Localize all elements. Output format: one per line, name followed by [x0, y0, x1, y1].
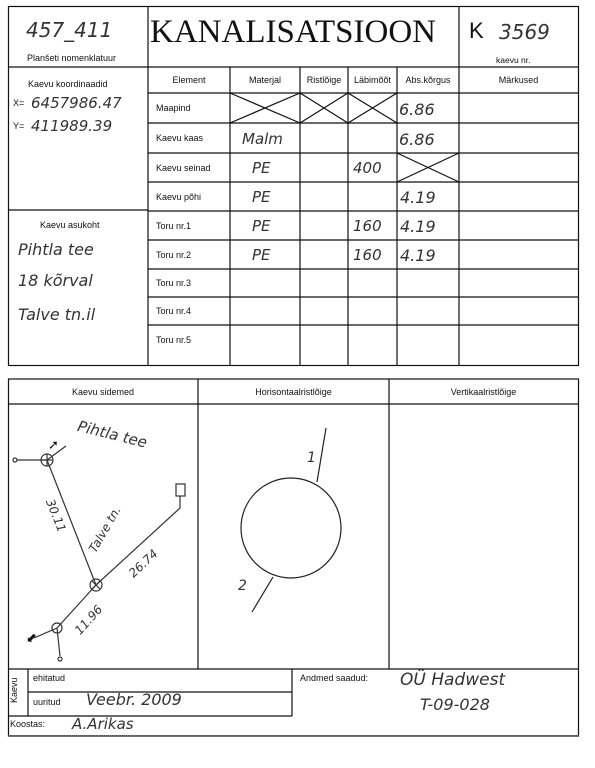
pipe-1-label: 1: [307, 450, 316, 466]
row-element: Kaevu kaas: [156, 133, 204, 143]
footer-dotted-line: [8, 735, 579, 736]
side-street-name: Talve tn.: [86, 503, 124, 555]
header-cross-section: Ristlõige: [306, 75, 342, 85]
y-coordinate: 411989.39: [31, 117, 113, 135]
well-number: 3569: [499, 20, 550, 44]
header-diameter: Läbimõõt: [353, 75, 392, 85]
distance-label: 30.11: [43, 497, 69, 535]
sheet-label: Planšeti nomenklatuur: [27, 53, 117, 63]
distance-label: 26.74: [126, 546, 161, 581]
data-company: OÜ Hadwest: [400, 670, 506, 690]
row-element: Toru nr.4: [156, 306, 192, 316]
diameter-value: 400: [353, 159, 382, 177]
surveyed-label: uuritud: [33, 697, 61, 707]
footer-side-label: Kaevu: [9, 677, 19, 703]
material-value: PE: [252, 188, 271, 206]
built-label: ehitatud: [33, 673, 66, 683]
well-prefix: K: [469, 18, 484, 43]
row-element: Toru nr.2: [156, 249, 192, 260]
surveyed-value: Veebr. 2009: [86, 690, 182, 709]
compiled-value: A.Arikas: [72, 715, 134, 733]
row-element: Maapind: [156, 103, 191, 113]
row-element: Toru nr.1: [156, 220, 192, 231]
north-arrow-icon: ➚: [48, 437, 59, 452]
coords-label: Kaevu koordinaadid: [28, 79, 108, 89]
abs-height-value: 4.19: [400, 187, 436, 207]
data-source-label: Andmed saadud:: [300, 673, 369, 683]
abs-height-value: 4.19: [400, 245, 436, 265]
row-element: Toru nr.5: [156, 335, 192, 345]
material-value: PE: [252, 246, 271, 264]
section-horizontal: Horisontaalristlõige: [255, 387, 332, 397]
page-title: KANALISATSIOON: [150, 14, 436, 50]
well-label: kaevu nr.: [496, 55, 531, 65]
section-vertical: Vertikaalristlõige: [450, 387, 517, 397]
x-coordinate: 6457986.47: [31, 94, 122, 112]
diameter-value: 160: [353, 217, 382, 235]
diameter-value: 160: [353, 246, 382, 264]
sheet-number: 457_411: [26, 18, 113, 42]
distance-label: 11.96: [72, 602, 106, 638]
header-element: Element: [172, 75, 206, 85]
x-prefix: X=: [13, 98, 25, 108]
abs-height-value: 4.19: [400, 216, 436, 236]
pipe-2-label: 2: [238, 578, 247, 594]
row-element: Kaevu põhi: [156, 191, 202, 202]
material-value: PE: [252, 217, 271, 235]
section-connections: Kaevu sidemed: [71, 387, 135, 397]
location-line-1: Pihtla tee: [18, 240, 94, 259]
outlet-arrow-icon: ⬋: [26, 630, 37, 645]
location-line-3: Talve tn.il: [18, 305, 96, 324]
location-line-2: 18 kõrval: [18, 271, 93, 290]
header-abs-height: Abs.kõrgus: [405, 75, 451, 85]
street-name: Pihtla tee: [75, 417, 149, 452]
abs-height-value: 6.86: [399, 99, 435, 119]
compiled-label: Koostas:: [10, 719, 46, 729]
row-element: Kaevu seinad: [156, 162, 211, 173]
abs-height-value: 6.86: [399, 129, 435, 149]
location-label: Kaevu asukoht: [40, 220, 100, 230]
data-code: T-09-028: [420, 695, 490, 714]
header-notes: Märkused: [498, 75, 539, 85]
row-element: Toru nr.3: [156, 278, 192, 288]
material-value: Malm: [242, 130, 283, 148]
material-value: PE: [252, 159, 271, 177]
header-material: Materjal: [248, 75, 281, 85]
y-prefix: Y=: [13, 121, 25, 131]
